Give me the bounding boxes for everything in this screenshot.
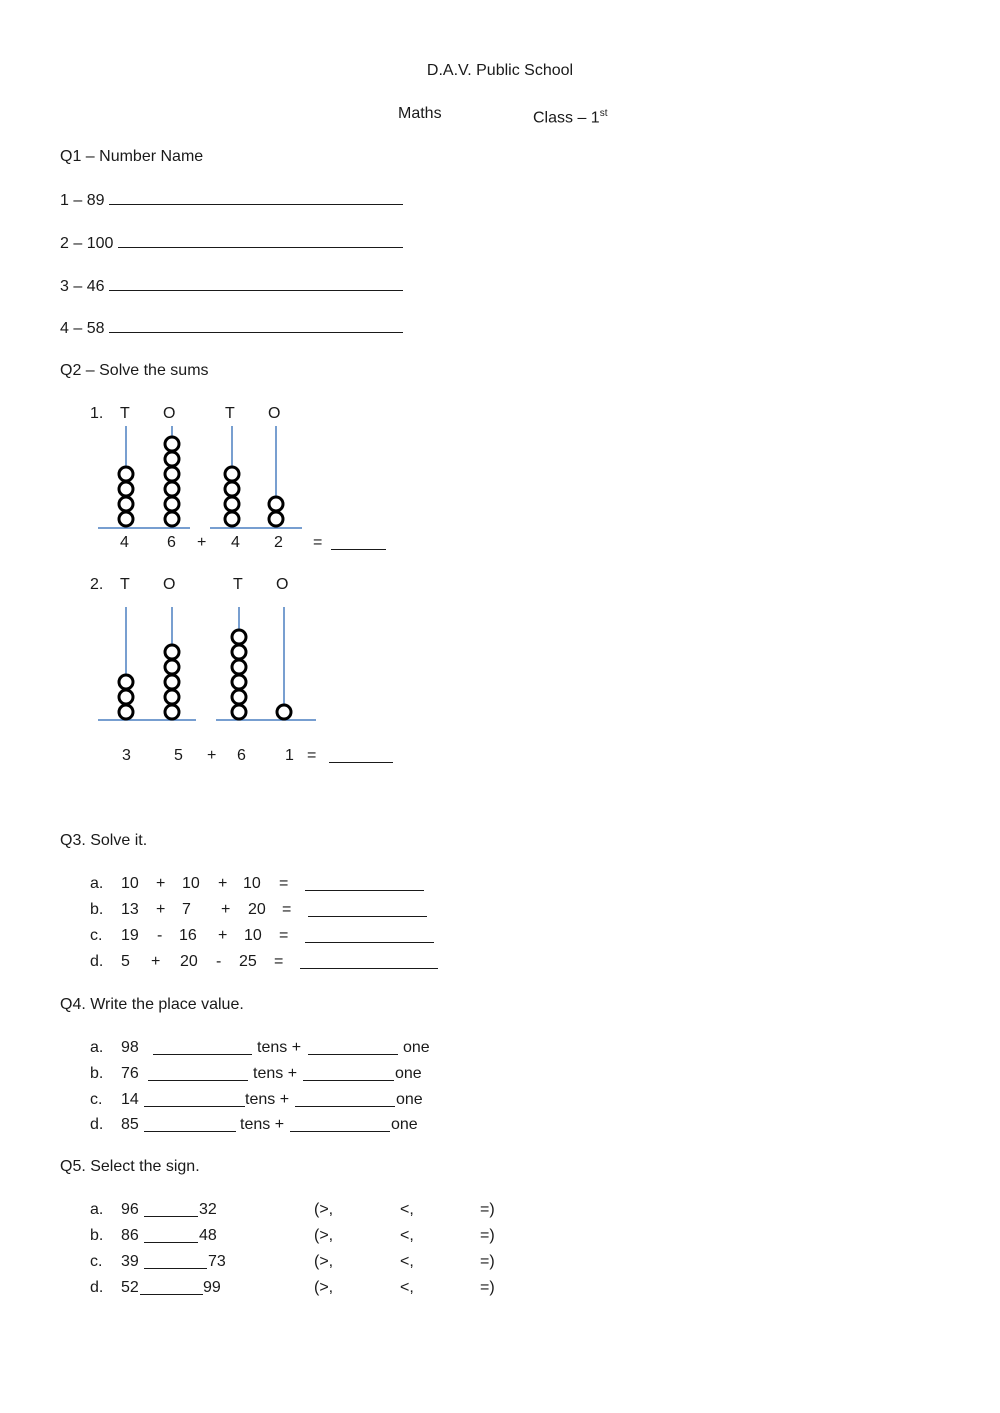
item-label: c. [90,1091,103,1108]
number: 98 [121,1039,139,1056]
option-less[interactable]: <, [400,1279,414,1296]
item-label: d. [90,1116,104,1133]
abacus-digit: 6 [167,534,176,551]
abacus-bead [232,675,246,689]
abacus-bead [165,645,179,659]
equals-sign: = [307,747,317,764]
item-label: a. [90,875,104,892]
operand: 10 [243,875,261,892]
option-greater[interactable]: (>, [314,1201,334,1218]
left-number: 52 [121,1279,139,1296]
sign-blank[interactable] [144,1202,198,1217]
one-word: one [391,1116,418,1133]
number: 85 [121,1116,139,1133]
answer-blank[interactable] [300,954,438,969]
abacus-digit: 1 [285,747,294,764]
operator: - [157,927,163,944]
ones-header: O [276,576,289,593]
tens-blank[interactable] [144,1117,236,1132]
class-label: Class – 1st [533,108,608,127]
item-label: a. [90,1201,104,1218]
q2-title: Q2 – Solve the sums [60,362,209,379]
left-number: 39 [121,1253,139,1270]
number: 76 [121,1065,139,1082]
q1-item: 1 – 89 [60,190,403,211]
operator: + [151,953,161,970]
abacus-bead [165,675,179,689]
operator: + [218,875,228,892]
operand: 20 [248,901,266,918]
q3-title: Q3. Solve it. [60,832,148,849]
right-number: 32 [199,1201,217,1218]
plus-sign: + [207,747,217,764]
abacus-digit: 3 [122,747,131,764]
ones-blank[interactable] [303,1066,394,1081]
q4-title: Q4. Write the place value. [60,996,244,1013]
tens-word: tens + [245,1091,290,1108]
sign-blank[interactable] [144,1228,198,1243]
option-greater[interactable]: (>, [314,1227,334,1244]
q1-title: Q1 – Number Name [60,148,204,165]
item-label: a. [90,1039,104,1056]
operand: 19 [121,927,139,944]
option-equal[interactable]: =) [480,1201,495,1218]
equals-sign: = [274,953,284,970]
q1-item: 3 – 46 [60,276,403,297]
left-number: 96 [121,1201,139,1218]
operator: + [156,875,166,892]
tens-blank[interactable] [148,1066,248,1081]
option-less[interactable]: <, [400,1227,414,1244]
operand: 25 [239,953,257,970]
answer-blank[interactable] [305,928,434,943]
tens-header: T [120,405,130,422]
abacus-bead [232,645,246,659]
operand: 5 [121,953,130,970]
ones-blank[interactable] [295,1092,395,1107]
equals-sign: = [279,927,289,944]
operand: 10 [182,875,200,892]
sign-blank[interactable] [144,1254,207,1269]
operand: 20 [180,953,198,970]
option-equal[interactable]: =) [480,1253,495,1270]
abacus-bead [119,675,133,689]
tens-blank[interactable] [153,1040,252,1055]
option-less[interactable]: <, [400,1201,414,1218]
equals-sign: = [282,901,292,918]
option-greater[interactable]: (>, [314,1253,334,1270]
one-word: one [396,1091,423,1108]
answer-blank[interactable] [329,748,393,763]
abacus-bead [232,660,246,674]
ones-blank[interactable] [290,1117,390,1132]
ones-header: O [163,405,176,422]
q1-item: 4 – 58 [60,318,403,339]
item-label: c. [90,927,103,944]
number: 14 [121,1091,139,1108]
tens-header: T [233,576,243,593]
operator: + [156,901,166,918]
abacus-bead [165,690,179,704]
answer-blank[interactable] [308,902,427,917]
item-label: b. [90,1227,104,1244]
abacus-bead [232,705,246,719]
abacus-bead [277,705,291,719]
abacus-bead [232,630,246,644]
item-label: d. [90,1279,104,1296]
answer-blank[interactable] [305,876,424,891]
equals-sign: = [313,534,323,551]
abacus-bead [165,705,179,719]
item-label: b. [90,1065,104,1082]
option-greater[interactable]: (>, [314,1279,334,1296]
item-label: d. [90,953,104,970]
item-label: c. [90,1253,103,1270]
abacus-bead [165,660,179,674]
abacus-bead [119,705,133,719]
tens-header: T [225,405,235,422]
equals-sign: = [279,875,289,892]
tens-blank[interactable] [144,1092,245,1107]
operand: 13 [121,901,139,918]
sign-blank[interactable] [140,1280,203,1295]
abacus-bead [119,690,133,704]
operator: - [216,953,222,970]
tens-header: T [120,576,130,593]
plus-sign: + [197,534,207,551]
ones-header: O [163,576,176,593]
school-name: D.A.V. Public School [426,62,574,79]
left-number: 86 [121,1227,139,1244]
operand: 7 [182,901,191,918]
subject-label: Maths [398,105,442,122]
operand: 10 [121,875,139,892]
one-word: one [403,1039,430,1056]
abacus-digit: 4 [120,534,129,551]
operator: + [218,927,228,944]
abacus-bead [232,690,246,704]
abacus-digit: 4 [231,534,240,551]
ones-header: O [268,405,281,422]
tens-word: tens + [253,1065,298,1082]
sum-number: 1. [90,405,104,422]
right-number: 99 [203,1279,221,1296]
option-less[interactable]: <, [400,1253,414,1270]
abacus-digit: 6 [237,747,246,764]
option-equal[interactable]: =) [480,1279,495,1296]
tens-word: tens + [240,1116,285,1133]
right-number: 73 [208,1253,226,1270]
option-equal[interactable]: =) [480,1227,495,1244]
operator: + [221,901,231,918]
ones-blank[interactable] [308,1040,398,1055]
operand: 16 [179,927,197,944]
tens-word: tens + [257,1039,302,1056]
q5-title: Q5. Select the sign. [60,1158,200,1175]
abacus-digit: 5 [174,747,183,764]
abacus-digit: 2 [274,534,283,551]
q1-item: 2 – 100 [60,233,403,254]
sum-number: 2. [90,576,104,593]
operand: 10 [244,927,262,944]
one-word: one [395,1065,422,1082]
right-number: 48 [199,1227,217,1244]
item-label: b. [90,901,104,918]
